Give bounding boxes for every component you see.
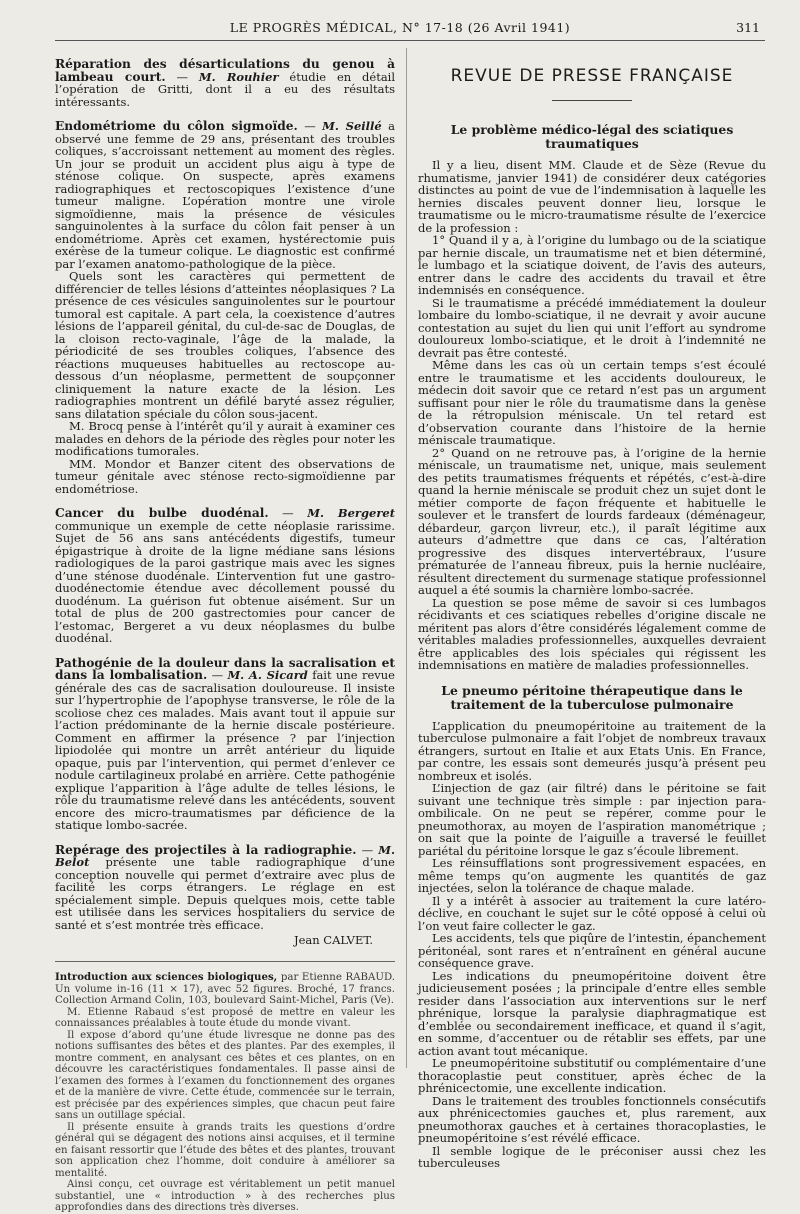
left-column xyxy=(55,57,396,1213)
book-paragraph: Il expose d’abord qu’une étude livresque ne donne pas des notions suffisantes des bêtes et des plantes. Par des exemples, il montre comment, en analysant ces bêtes et ces plantes, on en découvre les caractéristiques fondamentales. Il passe ainsi de l’examen des formes à l’examen du fonctionnement des organes et de la manière de vivre. Cette étude, commencée sur le terrain, est précisée par des expériences simples, que chacun peut faire sans un outillage spécial. xyxy=(55,1029,395,1121)
article-projectiles xyxy=(55,844,395,932)
article-title: Endométriome du côlon sigmoïde. xyxy=(55,119,298,133)
article-paragraph: MM. Mondor et Banzer citent des observations de tumeur génitale avec sténose recto-sigmoïdienne par endométriose. xyxy=(55,456,395,496)
article-paragraph: Cancer du bulbe duodénal. — M. Bergeret communique un exemple de cette néoplasie rarissime. Sujet de 56 ans sans antécédents digestifs, tumeur épigastrique à droite de la ligne médiane sans lésions radiologiques de la paroi gastrique mais avec les signes d’une sténose duodénale. L’intervention fut une gastro-duodénectomie étendue avec décollement poussé du duodénum. La guérison fut obtenue aisément. Sur un total de plus de 200 gastrectomies pour cancer de l’estomac, Bergeret a vu deux néoplasmes du bulbe duodénal. xyxy=(55,506,396,645)
article-pneumoperitoine xyxy=(418,684,766,1170)
book-paragraph: M. Etienne Rabaud s’est proposé de mettre en valeur les connaissances préalables à toute étude du monde vivant. xyxy=(55,1006,395,1029)
article-text: a observé une femme de 29 ans, présentant des troubles coliques, s’accroissant nettement au moment des règles. Un jour se produit un accident plus aigu à type de sténose colique. On suspecte, après examens radiographiques et rectoscopiques l’existence d’une tumeur maligne. L’opération montre une virole sigmoïdienne, mais la présence de vésicules sanguinolentes à la surface du côlon fait penser à un endométriome. Après cet examen, hystérectomie puis exérèse de la tumeur colique. Le diagnostic est confirmé par l’examen anatomo-pathologique de la pièce. xyxy=(55,119,396,271)
running-title: LE PROGRÈS MÉDICAL, N° 17-18 (26 Avril 1941) xyxy=(229,20,571,35)
article-paragraph: Dans le traitement des troubles fonctionnels consécutifs aux phrénicectomies gauches et, plus rarement, aux pneumothorax gauches et à certaines thoracoplasties, le pneumopéritoine s’est révélé efficace. xyxy=(418,1093,766,1145)
article-paragraph: Il semble logique de le préconiser aussi chez les tuberculeuses xyxy=(418,1143,766,1170)
article-title: Le problème médico-légal des sciatiques traumatiques xyxy=(450,122,734,151)
article-text: communique un exemple de cette néoplasie rarissime. Sujet de 56 ans sans antécédents digestifs, tumeur épigastrique à droite de la ligne médiane sans lésions radiologiques de la paroi gastrique mais avec les signes d’une sténose duodénale. L’intervention fut une gastro-duodénectomie étendue avec décollement poussé du duodénum. La guérison fut obtenue aisément. Sur un total de plus de 200 gastrectomies pour cancer de l’estomac, Bergeret a vu deux néoplasmes du bulbe duodénal. xyxy=(55,518,395,645)
article-author: M. Belot xyxy=(55,842,396,869)
article-paragraph: Il y a intérêt à associer au traitement la cure latéro-déclive, en couchant le sujet sur le côté opposé à celui où l’on veut faire collecter le gaz. xyxy=(418,893,766,933)
article-paragraph: Repérage des projectiles à la radiographie. — M. Belot présente une table radiographique d’une conception nouvelle qui permet d’extraire avec plus de facilité les corps étrangers. Le réglage en est spécialement simple. Depuis quelques mois, cette table est utilisée dans les services hospitaliers du service de santé et s’est montrée très efficace. xyxy=(55,842,396,932)
article-endometriome xyxy=(55,120,395,495)
article-paragraph: Réparation des désarticulations du genou à lambeau court. — M. Rouhier étudie en détail l’opération de Gritti, dont il a eu des résultats intéressants. xyxy=(55,57,396,109)
article-author: M. A. Sicard xyxy=(227,668,308,682)
book-review xyxy=(55,972,395,1214)
article-title: Le pneumo péritoine thérapeutique dans le traitement de la tuberculose pulmonaire xyxy=(441,682,743,712)
book-details: par Etienne RABAUD. Un volume in-16 (11 × 17), avec 52 figures. Broché, 17 francs. Collection Armand Colin, 103, boulevard Saint-Michel, Paris (Ve). xyxy=(55,972,395,1006)
article-genou xyxy=(55,58,395,108)
book-paragraph: Ainsi conçu, cet ouvrage est véritablement un petit manuel substantiel, une « introduction » à des recherches plus approfondies dans des directions très diverses. xyxy=(55,1179,395,1213)
article-text: étudie en détail l’opération de Gritti, dont il a eu des résultats intéressants. xyxy=(55,69,396,109)
article-paragraph: Les accidents, tels que piqûre de l’intestin, épanchement péritonéal, sont rares et n’entraînent en général aucune conséquence grave. xyxy=(418,931,766,970)
section-rule xyxy=(552,100,632,101)
article-paragraph: Il y a lieu, disent MM. Claude et de Sèze (Revue du rhumatisme, janvier 1941) de considérer deux catégories distinctes au point de vue de l’indemnisation à laquelle les hernies discales peuvent donner lieu, lorsque le traumatisme ou le micro-traumatisme résulte de l’exercice de la profession : xyxy=(418,158,766,235)
article-sacralisation xyxy=(55,657,395,832)
article-paragraph: Endométriome du côlon sigmoïde. — M. Seillé a observé une femme de 29 ans, présentant des troubles coliques, s’accroissant nettement au moment des règles. Un jour se produit un accident plus aigu à type de sténose colique. On suspecte, après examens radiographiques et rectoscopiques l’existence d’une tumeur maligne. L’opération montre une virole sigmoïdienne, mais la présence de vésicules sanguinolentes à la surface du côlon fait penser à un endométriome. Après cet examen, hystérectomie puis exérèse de la tumeur colique. Le diagnostic est confirmé par l’examen anatomo-pathologique de la pièce. xyxy=(55,119,396,271)
article-author: M. Bergeret xyxy=(307,506,396,520)
article-cancer-bulbe xyxy=(55,507,395,645)
author-signature: Jean CALVET. xyxy=(293,933,373,947)
article-paragraph: Les réinsufflations sont progressivement espacées, en même temps qu’on augmente les quantités de gaz injectées, selon la tolérance de chaque malade. xyxy=(418,856,766,895)
article-paragraph: La question se pose même de savoir si ces lumbagos récidivants et ces sciatiques rebelles d’origine discale ne méritent pas alors d’être considérés légalement comme de véritables maladies professionnelles, auxquelles devraient être applicables des lois spéciales qui régissent les indemnisations en matière de maladies professionnelles. xyxy=(418,595,766,672)
article-paragraph: Les indications du pneumopéritoine doivent être judicieusement posées ; la principale d’entre elles semble resider dans l’association aux interventions sur le nerf phrénique, lorsque la paralysie diaphragmatique est d’emblée ou secondairement inefficace, et quand il s’agit, en somme, d’accentuer ou de rétablir ses effets, par une action avant tout mécanique. xyxy=(418,968,766,1058)
section-separator xyxy=(55,961,395,962)
page-number: 311 xyxy=(736,20,760,35)
article-text: fait une revue générale des cas de sacralisation douloureuse. Il insiste sur l’hypertrophie de l’apophyse transverse, le rôle de la scoliose chez ces malades. Mais avant tout il appuie sur l’action prédominante de la hernie discale postérieure. Comment en affirmer la présence ? par l’injection lipiodolée qui montre un arrêt antérieur du liquide opaque, puis par l’intervention, qui permet d’enlever ce nodule cartilagineux prolabé en arrière. Cette pathogénie explique l’apparition à l’âge adulte de telles lésions, le rôle du traumatisme relevé dans les antécédents, souvent encore des micro-traumatismes par déficience de la statique lombo-sacrée. xyxy=(55,668,395,832)
article-title: Pathogénie de la douleur dans la sacralisation et dans la lombalisation. xyxy=(55,655,395,682)
article-title: Repérage des projectiles à la radiographie. xyxy=(55,842,357,857)
book-title: Introduction aux sciences biologiques, xyxy=(55,971,278,983)
article-author: M. Seillé xyxy=(322,119,382,133)
article-paragraph: Si le traumatisme a précédé immédiatement la douleur lombaire du lombo-sciatique, il ne devrait y avoir aucune contestation au sujet du lien qui unit l’effort au syndrome douloureux lombo-sciatique, et le droit à l’indemnité ne devrait pas être contesté. xyxy=(418,295,766,360)
article-paragraph: Même dans les cas où un certain temps s’est écoulé entre le traumatisme et les accidents douloureux, le médecin doit savoir que ce retard n’est pas un argument suffisant pour nier le rôle du traumatisme dans la genèse de la rétropulsion méniscale. Un tel retard est d’observation courante dans l’histoire de la hernie méniscale traumatique. xyxy=(418,358,766,447)
book-paragraph: Il présente ensuite à grands traits les questions d’ordre général qui se dégagent des notions ainsi acquises, et il termine en faisant ressortir que l’étude des bêtes et des plantes, trouvant son application chez l’homme, doit conduire à améliorer sa mentalité. xyxy=(55,1121,395,1179)
book-review-heading xyxy=(55,972,395,1007)
article-paragraph: L’application du pneumopéritoine au traitement de la tuberculose pulmonaire a fait l’objet de nombreux travaux étrangers, surtout en Italie et aux Etats Unis. En France, par contre, les essais sont demeurés jusqu’à présent peu nombreux et isolés. xyxy=(418,718,766,783)
article-text: présente une table radiographique d’une conception nouvelle qui permet d’extraire avec plus de facilité les corps étrangers. Le réglage en est spécialement simple. Depuis quelques mois, cette table est utilisée dans les services hospitaliers du service de santé et s’est montrée très efficace. xyxy=(55,855,395,932)
column-divider xyxy=(406,48,407,1068)
article-paragraph: Pathogénie de la douleur dans la sacralisation et dans la lombalisation. — M. A. Sicard fait une revue générale des cas de sacralisation douloureuse. Il insiste sur l’hypertrophie de l’apophyse transverse, le rôle de la scoliose chez ces malades. Mais avant tout il appuie sur l’action prédominante de la hernie discale postérieure. Comment en affirmer la présence ? par l’injection lipiodolée qui montre un arrêt antérieur du liquide opaque, puis par l’intervention, qui permet d’enlever ce nodule cartilagineux prolabé en arrière. Cette pathogénie explique l’apparition à l’âge adulte de telles lésions, le rôle du traumatisme relevé dans les antécédents, souvent encore des micro-traumatismes par déficience de la statique lombo-sacrée. xyxy=(55,655,395,832)
section-title: REVUE DE PRESSE FRANÇAISE xyxy=(450,66,734,86)
running-head xyxy=(0,20,800,36)
article-paragraph: M. Brocq pense à l’intérêt qu’il y aurait à examiner ces malades en dehors de la période des règles pour noter les modifications tumorales. xyxy=(55,419,395,458)
article-paragraph: Le pneumopéritoine substitutif ou complémentaire d’une thoracoplastie peut constituer, après échec de la phrénicectomie, une excellente indication. xyxy=(418,1056,766,1095)
article-title: Cancer du bulbe duodénal. xyxy=(55,506,269,520)
article-author: M. Rouhier xyxy=(198,69,279,84)
article-title: Réparation des désarticulations du genou à lambeau court. xyxy=(55,57,395,84)
header-rule xyxy=(55,40,765,41)
article-paragraph: 1° Quand il y a, à l’origine du lumbago ou de la sciatique par hernie discale, un traumatisme net et bien déterminé, le lumbago et la sciatique doivent, de l’avis des auteurs, entrer dans le cadre des accidents du travail et être indemnisés en conséquence. xyxy=(418,233,766,297)
article-paragraph: L’injection de gaz (air filtré) dans le péritoine se fait suivant une technique très simple : par injection para-ombilicale. On ne peut se repérer, comme pour le pneumothorax, au moyen de l’aspiration manométrique ; on sait que la pointe de l’aiguille a traversé le feuillet pariétal du péritoine lorsque le gaz s’écoule librement. xyxy=(418,781,766,858)
article-sciatiques xyxy=(418,123,766,672)
article-paragraph: 2° Quand on ne retrouve pas, à l’origine de la hernie méniscale, un traumatisme net, unique, mais seulement des petits traumatismes fréquents et répétés, c’est-à-dire quand la hernie méniscale se produit chez un sujet dont le métier comporte de façon fréquente et habituelle le soulever et le transfert de lourds fardeaux (déménageur, débardeur, garçon livreur, etc.), il paraît légitime aux auteurs d’admettre que dans ce cas, l’altération progressive des disques intervertébraux, l’usure prématurée de l’anneau fibreux, puis la hernie nucléaire, résultent directement du surmenage statique professionnel auquel a été soumis la charnière lombo-sacrée. xyxy=(418,445,766,597)
right-column xyxy=(418,58,766,1170)
article-paragraph: Quels sont les caractères qui permettent de différencier de telles lésions d’atteintes néoplasiques ? La présence de ces vésicules sanguinolentes sur le pourtour tumoral est capitale. A part cela, la coexistence d’autres lésions de l’appareil génital, du cul-de-sac de Douglas, de la cloison recto-vaginale, l’âge de la malade, la périodicité de ses troubles coliques, l’absence des réactions muqueuses habituelles au rectoscope au-dessous d’un néoplasme, permettent de soupçonner cliniquement la nature exacte de la lésion. Les radiographies montrent un défilé baryté assez régulier, sans dilatation spéciale du côlon sous-jacent. xyxy=(55,269,395,421)
